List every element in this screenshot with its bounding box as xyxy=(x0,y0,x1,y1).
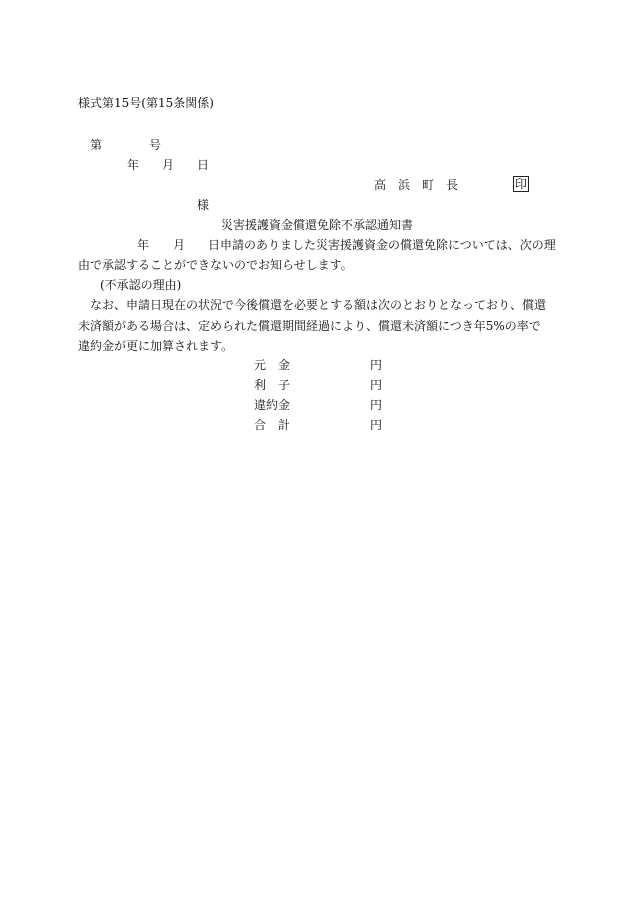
recipient-honorific: 様 xyxy=(197,198,210,212)
date-year: 年 xyxy=(127,158,140,172)
form-number-title: 様式第15号(第15条関係) xyxy=(78,96,214,110)
amount-label: 合 計 xyxy=(254,418,291,432)
body-year: 年 xyxy=(137,238,150,252)
notice-paragraph: なお、申請日現在の状況で今後償還を必要とする額は次のとおりとなっており、償還未済額がある場合は、定められた償還期間経過により、償還未済額につき年5%の率で違約金が更に加算されます。 xyxy=(78,298,547,353)
body-month: 月 xyxy=(173,238,186,252)
number-prefix: 第 xyxy=(90,138,103,152)
body-line2: 由で承認することができないのでお知らせします。 xyxy=(78,258,353,272)
amount-unit: 円 xyxy=(370,418,383,432)
amount-label: 元 金 xyxy=(254,358,291,372)
date-day: 日 xyxy=(197,158,210,172)
date-month: 月 xyxy=(162,158,175,172)
amount-unit: 円 xyxy=(370,378,383,392)
document-title: 災害援護資金償還免除不承認通知書 xyxy=(221,218,414,232)
number-suffix: 号 xyxy=(149,138,162,152)
amount-unit: 円 xyxy=(370,358,383,372)
issuer-title: 高 浜 町 長 xyxy=(374,178,459,192)
body-line1: 日申請のありました災害援護資金の償還免除については、次の理 xyxy=(208,238,556,252)
amount-label: 利 子 xyxy=(254,378,291,392)
amount-unit: 円 xyxy=(370,398,383,412)
issuer-seal xyxy=(513,176,529,192)
reason-heading: (不承認の理由) xyxy=(100,278,182,292)
seal-mark: 印 xyxy=(515,177,528,191)
amount-label: 違約金 xyxy=(254,398,291,412)
